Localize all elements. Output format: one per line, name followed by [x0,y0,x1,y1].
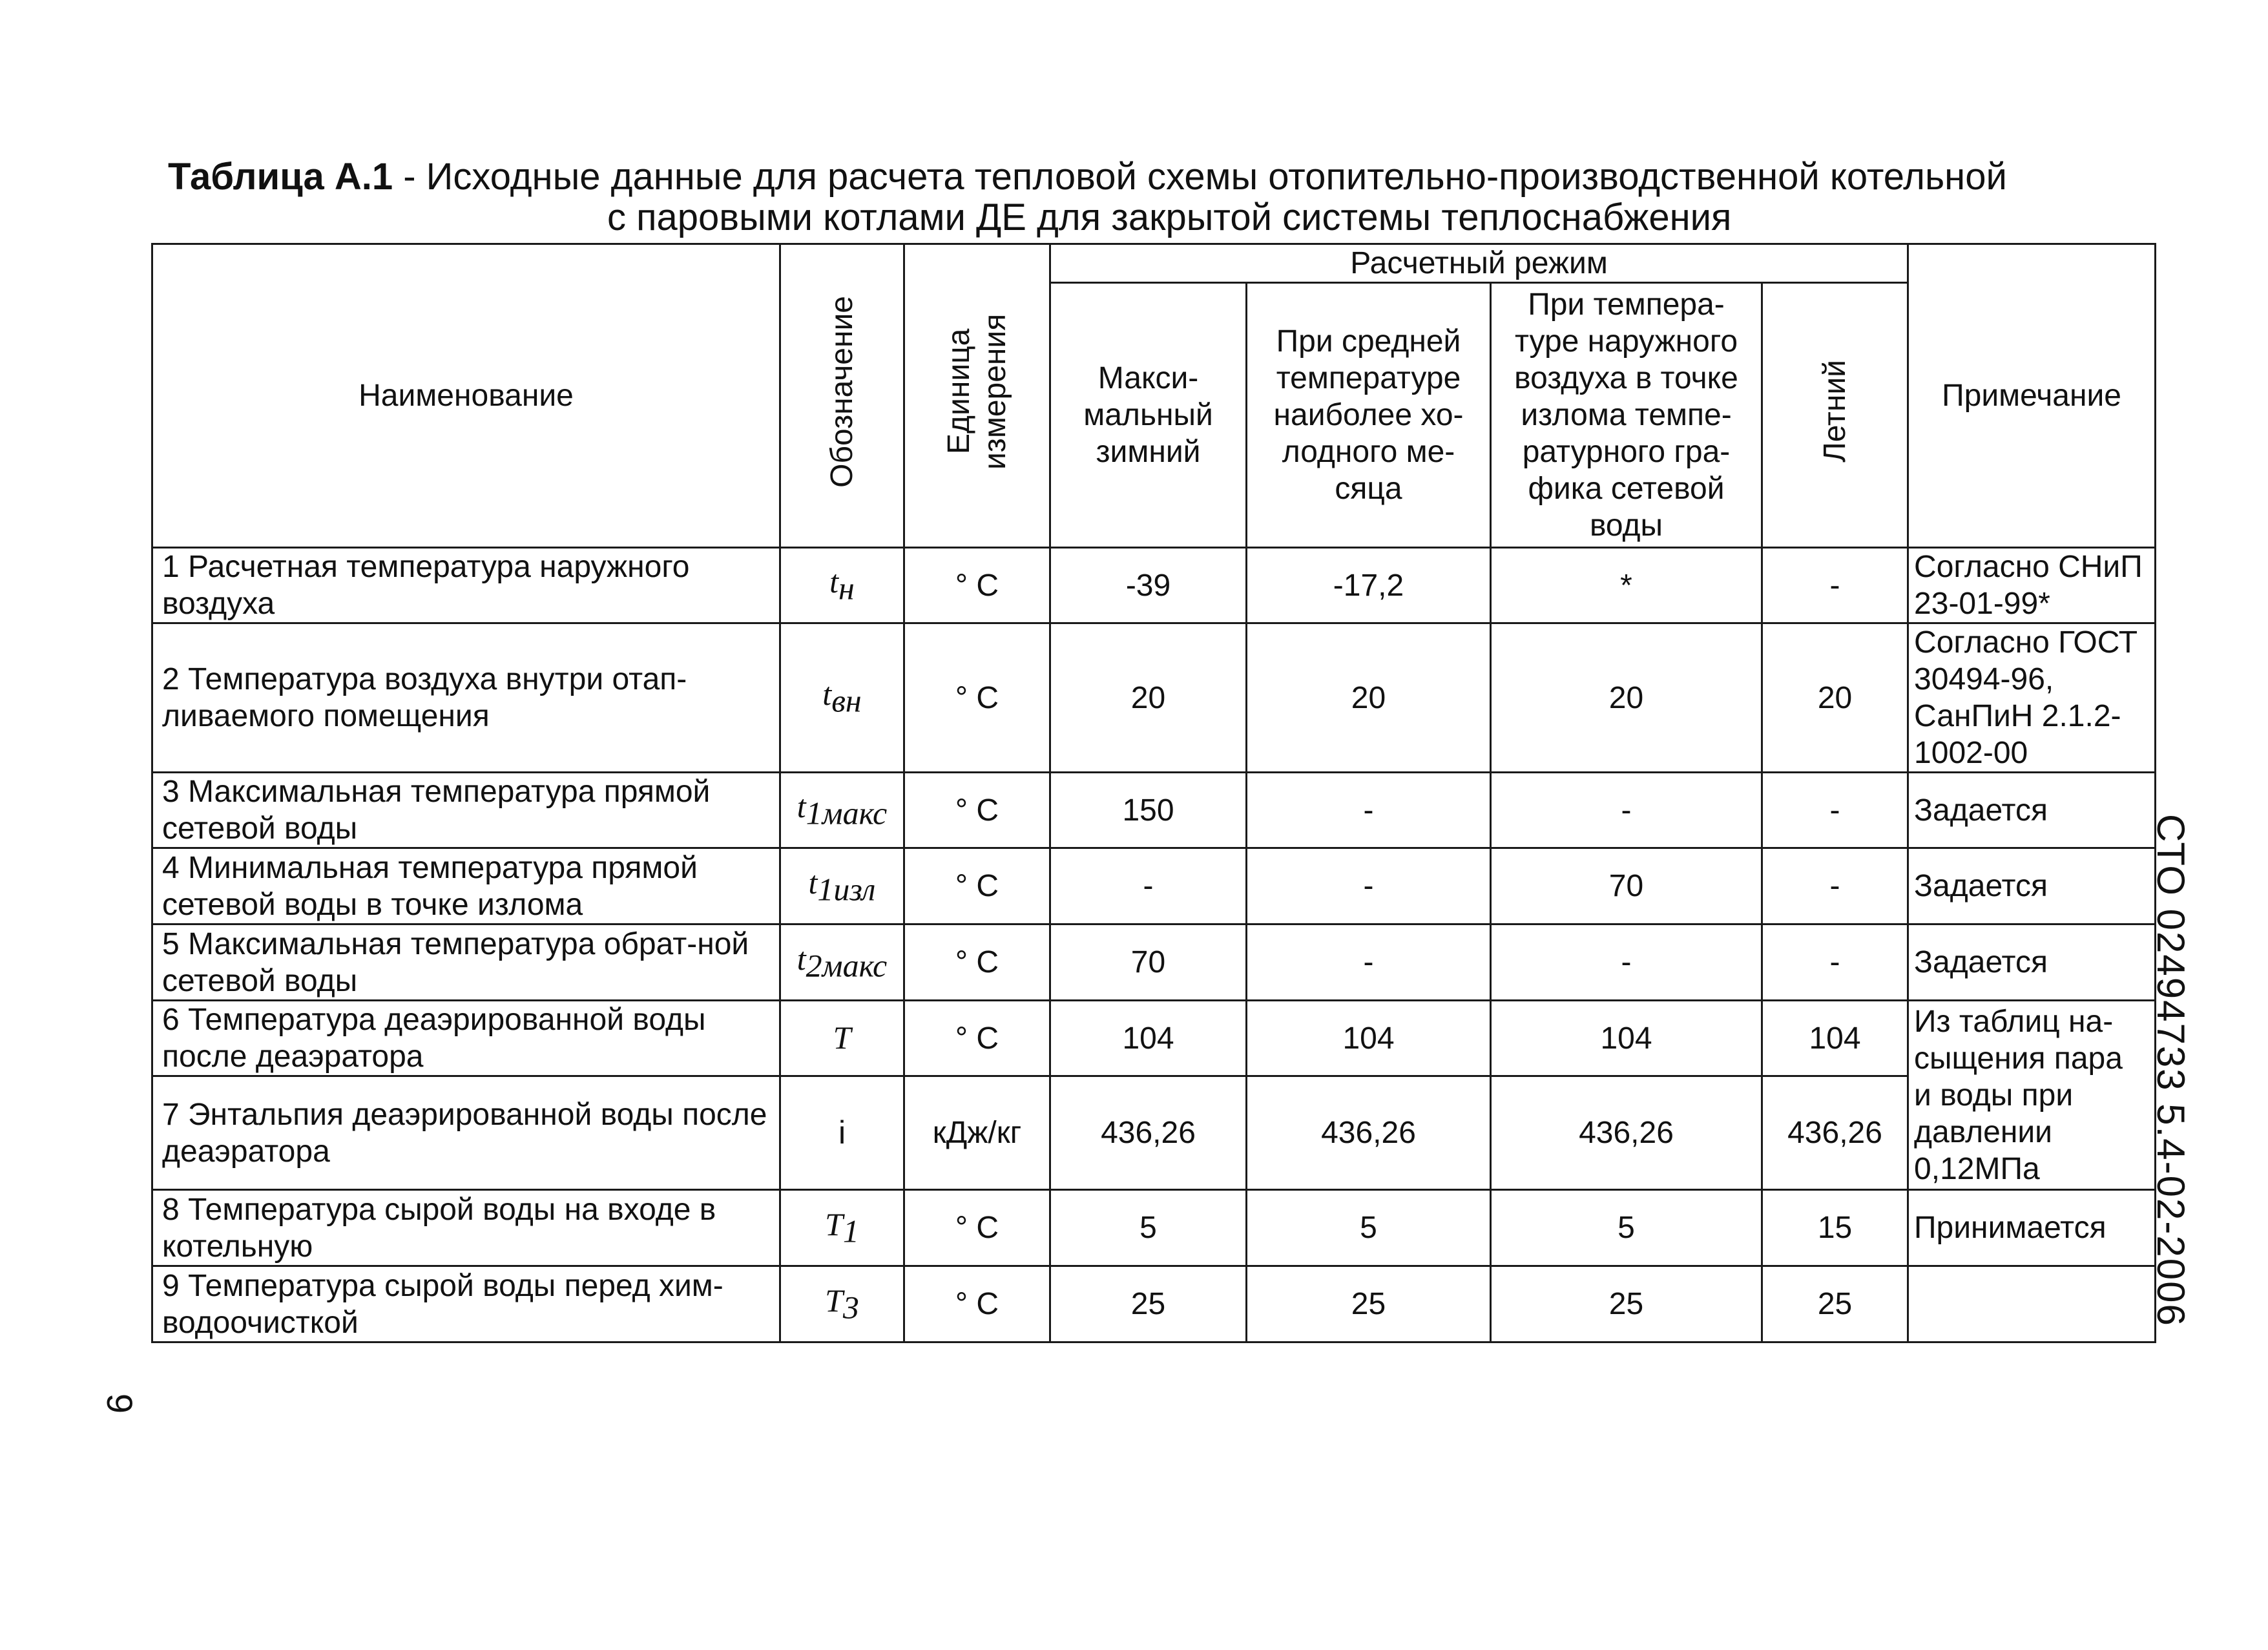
caption-line-2: с паровыми котлами ДЕ для закрытой системы теплоснабжения [607,196,1732,238]
row-summer: - [1762,773,1908,848]
row-break-point: 104 [1491,1001,1762,1076]
row-max-winter: -39 [1050,548,1247,623]
row-summer: - [1762,548,1908,623]
table-row [152,1001,2156,1076]
row-name: 2 Температура воздуха внутри отап-ливаемого помещения [152,623,780,773]
caption-text: - Исходные данные для расчета тепловой схемы отопительно-производственной котельной [403,156,2007,198]
symbol: i [838,1114,846,1151]
row-max-winter: 5 [1050,1190,1247,1266]
row-max-winter: - [1050,848,1247,924]
row-note [1908,1266,2156,1342]
row-unit: ° C [904,848,1050,924]
symbol-subscript: 2макс [806,947,888,984]
row-avg-cold: - [1247,848,1491,924]
row-max-winter: 25 [1050,1266,1247,1342]
row-unit: ° C [904,1190,1050,1266]
caption-label: Таблица А.1 [168,156,393,198]
table-row [152,1190,2156,1266]
row-designation [780,773,904,848]
table-row [152,623,2156,773]
row-designation [780,1076,904,1190]
row-avg-cold: - [1247,773,1491,848]
document-code: СТО 02494733 5.4-02-2006 [2149,814,2192,1327]
row-break-point: - [1491,924,1762,1001]
row-note: Согласно СНиП 23-01-99* [1908,548,2156,623]
row-max-winter: 436,26 [1050,1076,1247,1190]
row-avg-cold: 436,26 [1247,1076,1491,1190]
row-unit: кДж/кг [904,1076,1050,1190]
row-note: Принимается [1908,1190,2156,1266]
row-break-point: * [1491,548,1762,623]
row-name: 8 Температура сырой воды на входе в котельную [152,1190,780,1266]
table-row [152,1266,2156,1342]
row-break-point: 25 [1491,1266,1762,1342]
row-designation [780,623,904,773]
symbol: T [833,1019,851,1056]
row-break-point: 70 [1491,848,1762,924]
header-name: Наименование [152,244,780,548]
row-name: 1 Расчетная температура наружного воздуха [152,548,780,623]
table-row [152,773,2156,848]
row-note: Задается [1908,848,2156,924]
caption-line-1 [168,157,2007,197]
row-name: 5 Максимальная температура обрат-ной сетевой воды [152,924,780,1001]
symbol-subscript: 1 [842,1213,859,1249]
header-designation: Обозначение [780,244,904,548]
header-note: Примечание [1908,244,2156,548]
symbol-subscript: 3 [842,1289,859,1326]
symbol-subscript: вн [831,682,862,719]
row-name: 3 Максимальная температура прямой сетевой воды [152,773,780,848]
symbol: T [825,1206,843,1242]
row-note: Из таблиц на-сыщения пара и воды при давлении 0,12МПа [1908,1001,2156,1190]
row-avg-cold: 5 [1247,1190,1491,1266]
symbol-subscript: н [838,570,855,607]
row-note: Задается [1908,773,2156,848]
row-unit: ° C [904,1001,1050,1076]
symbol: t [808,864,818,901]
header-avg-cold: При средней температуре наиболее хо-лодного ме-сяца [1247,283,1491,548]
row-max-winter: 104 [1050,1001,1247,1076]
row-avg-cold: 20 [1247,623,1491,773]
row-designation [780,1001,904,1076]
row-summer: - [1762,848,1908,924]
header-break-point: При темпера-туре наружного воздуха в точке излома темпе-ратурного гра-фика сетевой воды [1491,283,1762,548]
row-designation [780,848,904,924]
row-summer: 436,26 [1762,1076,1908,1190]
header-summer: Летний [1762,283,1908,548]
row-name: 6 Температура деаэрированной воды после деаэратора [152,1001,780,1076]
row-note: Задается [1908,924,2156,1001]
row-break-point: 436,26 [1491,1076,1762,1190]
row-name: 9 Температура сырой воды перед хим-водоочисткой [152,1266,780,1342]
row-max-winter: 70 [1050,924,1247,1001]
row-designation [780,1190,904,1266]
row-name: 4 Минимальная температура прямой сетевой воды в точке излома [152,848,780,924]
header-mode: Расчетный режим [1050,244,1908,283]
symbol: t [796,940,806,977]
symbol: t [829,563,839,600]
row-unit: ° C [904,773,1050,848]
row-avg-cold: - [1247,924,1491,1001]
row-summer: 15 [1762,1190,1908,1266]
row-break-point: - [1491,773,1762,848]
row-summer: 20 [1762,623,1908,773]
row-max-winter: 150 [1050,773,1247,848]
row-break-point: 20 [1491,623,1762,773]
row-summer: 25 [1762,1266,1908,1342]
header-unit: Единица измерения [904,244,1050,548]
row-unit: ° C [904,924,1050,1001]
row-avg-cold: 104 [1247,1001,1491,1076]
row-unit: ° C [904,1266,1050,1342]
row-max-winter: 20 [1050,623,1247,773]
row-summer: 104 [1762,1001,1908,1076]
row-unit: ° C [904,623,1050,773]
symbol: t [822,676,832,713]
row-summer: - [1762,924,1908,1001]
table-row [152,1076,2156,1190]
row-avg-cold: -17,2 [1247,548,1491,623]
row-unit: ° C [904,548,1050,623]
table-row [152,848,2156,924]
row-name: 7 Энтальпия деаэрированной воды после деаэратора [152,1076,780,1190]
page-number: 9 [99,1393,141,1414]
table-row [152,548,2156,623]
row-designation [780,548,904,623]
symbol-subscript: 1изл [817,871,876,908]
symbol: T [825,1282,843,1319]
row-avg-cold: 25 [1247,1266,1491,1342]
header-max-winter: Макси-мальный зимний [1050,283,1247,548]
row-break-point: 5 [1491,1190,1762,1266]
row-designation [780,924,904,1001]
data-table [151,243,2156,1343]
symbol: t [796,788,806,825]
symbol-subscript: 1макс [806,795,888,831]
table-row [152,924,2156,1001]
row-note: Согласно ГОСТ 30494-96, СанПиН 2.1.2-1002-00 [1908,623,2156,773]
row-designation [780,1266,904,1342]
